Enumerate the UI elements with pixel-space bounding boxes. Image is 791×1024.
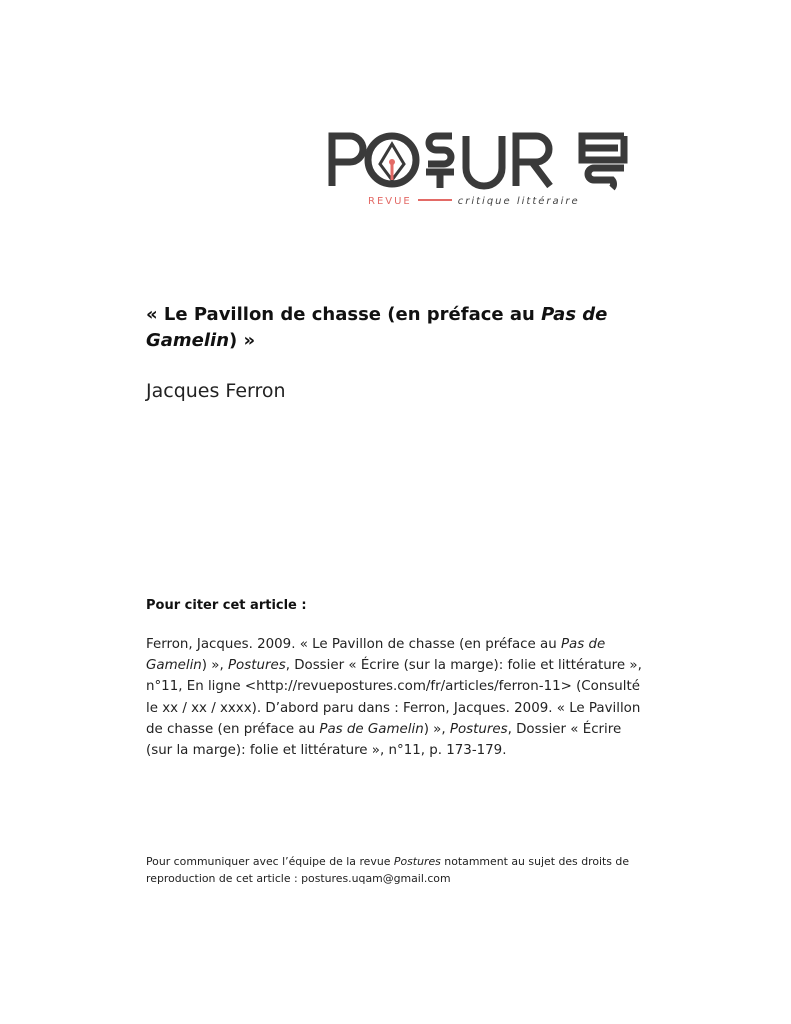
contact-seg2: Postures <box>393 855 441 868</box>
citation-seg9: , Dossier « Écrire (sur la marge): folie et littérature », n°11, p. 173-179. <box>146 721 622 759</box>
title-text-2: ) » <box>229 330 256 351</box>
citation-seg5: , Dossier « Écrire (sur la marge): folie et littérature », n°11, En ligne <http://revuepostures.com/fr/articles/ferron-11> (Consulté le xx / xx / xxxx). D’abord paru dans : Ferron, Jacques. 2009. « Le Pavillon de chasse (en préface au <box>146 658 642 737</box>
article-author: Jacques Ferron <box>146 380 286 402</box>
citation-seg7: ) », <box>423 721 450 737</box>
citation-body <box>146 634 651 761</box>
logo-tagline <box>368 196 580 207</box>
citation-seg3: ) », <box>201 658 228 674</box>
citation-seg6: Pas de Gamelin <box>319 721 424 737</box>
citation-seg8: Postures <box>449 721 508 737</box>
title-text-1: « Le Pavillon de chasse (en préface au <box>146 304 542 325</box>
citation-heading: Pour citer cet article : <box>146 598 307 613</box>
tagline-critique: critique littéraire <box>457 196 580 207</box>
tagline-revue: REVUE <box>368 196 412 207</box>
contact-seg3: notamment au sujet des droits de reproduction de cet article : postures.uqam@gmail.com <box>146 855 630 885</box>
tagline-dash <box>418 199 452 201</box>
title-italic: Pas de Gamelin <box>146 304 608 351</box>
contact-note <box>146 853 651 887</box>
contact-seg1: Pour communiquer avec l’équipe de la revue <box>146 855 394 868</box>
article-title <box>146 302 626 354</box>
citation-seg1: Ferron, Jacques. 2009. « Le Pavillon de chasse (en préface au <box>146 637 561 652</box>
citation-seg2: Pas de Gamelin <box>146 637 606 674</box>
citation-seg4: Postures <box>227 658 286 674</box>
postures-logo <box>326 126 631 214</box>
postures-wordmark-icon <box>326 126 631 196</box>
